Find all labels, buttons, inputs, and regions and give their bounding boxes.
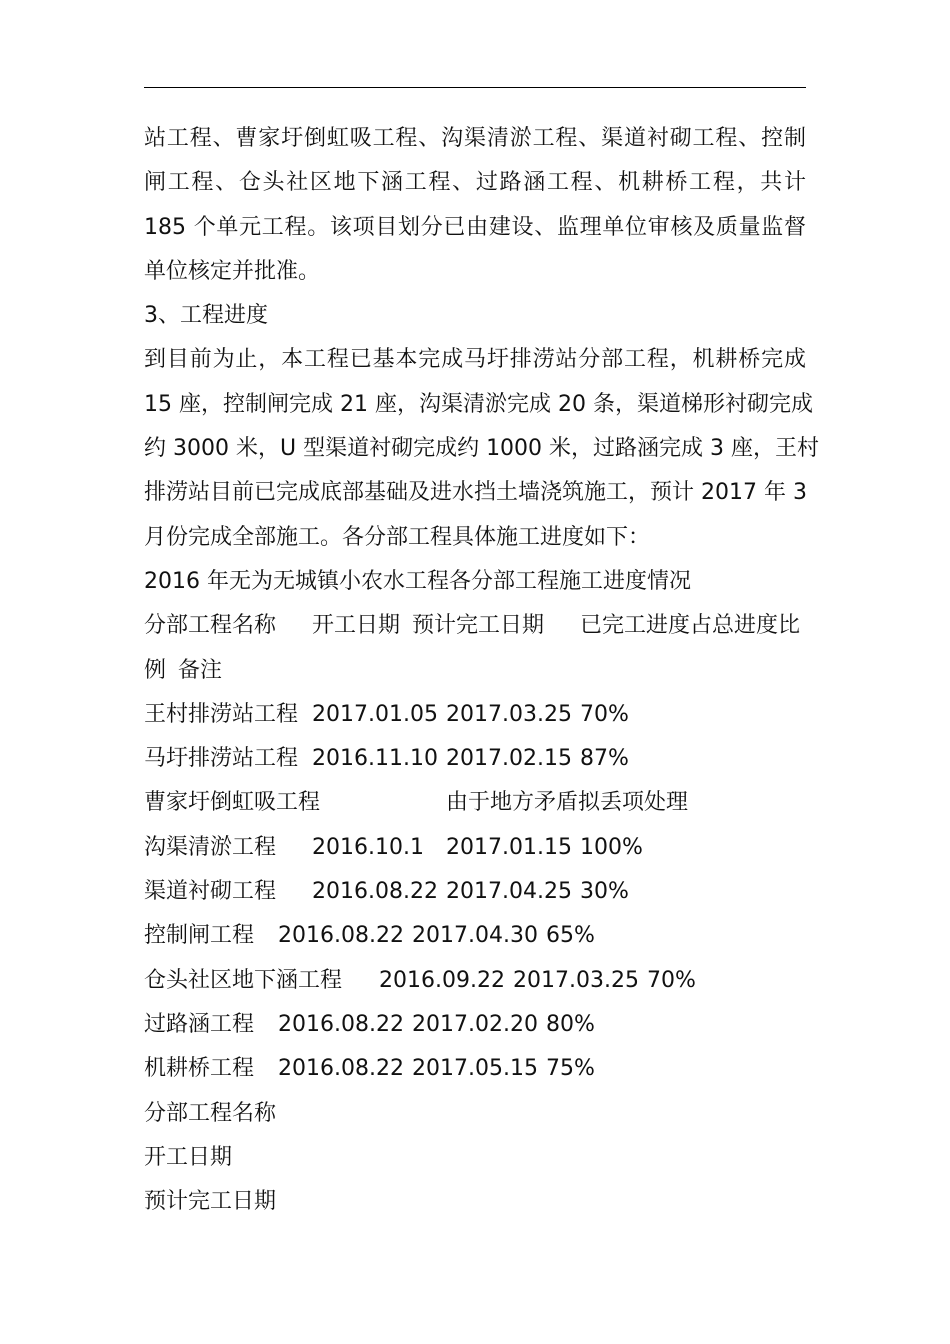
- cell-progress: 75%: [546, 1056, 595, 1082]
- cell-name: 沟渠清淤工程: [144, 834, 277, 860]
- table-row: [144, 737, 814, 781]
- section-heading: 3、工程进度: [144, 303, 268, 329]
- cell-start: 2016.08.22: [278, 923, 404, 949]
- cell-start: 2016.08.22: [278, 1011, 404, 1037]
- cell-progress: 65%: [546, 923, 595, 949]
- paragraph-progress: [144, 338, 820, 559]
- cell-progress: 80%: [546, 1011, 595, 1037]
- text-line: 闸工程、仓头社区地下涵工程、过路涵工程、机耕桥工程，共计: [144, 170, 806, 196]
- table-row: [144, 870, 814, 914]
- table-caption: 2016 年无为无城镇小农水工程各分部工程施工进度情况: [144, 568, 691, 594]
- trailing-line: 开工日期: [144, 1144, 233, 1170]
- cell-progress: 70%: [580, 701, 629, 727]
- cell-end: 2017.02.20: [412, 1011, 538, 1037]
- table-row: [144, 1047, 814, 1091]
- text-line: 15 座，控制闸完成 21 座，沟渠清淤完成 20 条，渠道梯形衬砌完成: [144, 391, 813, 417]
- text-line: 185 个单元工程。该项目划分已由建设、监理单位审核及质量监督: [144, 214, 806, 240]
- header-note: 备注: [178, 657, 223, 683]
- cell-note: 由于地方矛盾拟丢项处理: [446, 790, 689, 816]
- cell-end: 2017.03.25: [513, 967, 639, 993]
- cell-end: 2017.05.15: [412, 1056, 538, 1082]
- header-start: 开工日期: [312, 613, 401, 639]
- cell-end: 2017.04.25: [446, 879, 572, 905]
- cell-name: 渠道衬砌工程: [144, 879, 277, 905]
- cell-start: 2016.09.22: [379, 967, 505, 993]
- cell-start: 2016.10.1: [312, 834, 424, 860]
- trailing-line: 预计完工日期: [144, 1189, 277, 1215]
- cell-end: 2017.03.25: [446, 701, 572, 727]
- cell-name: 马圩排涝站工程: [144, 746, 299, 772]
- cell-start: 2016.08.22: [278, 1056, 404, 1082]
- cell-name: 机耕桥工程: [144, 1056, 255, 1082]
- cell-progress: 70%: [647, 967, 696, 993]
- cell-end: 2017.01.15: [446, 834, 572, 860]
- header-end: 预计完工日期: [412, 613, 545, 639]
- text-line: 排涝站目前已完成底部基础及进水挡土墙浇筑施工，预计 2017 年 3: [144, 480, 807, 506]
- text-line: 约 3000 米，U 型渠道衬砌完成约 1000 米，过路涵完成 3 座，王村: [144, 436, 820, 462]
- cell-progress: 30%: [580, 879, 629, 905]
- header-progress: 已完工进度占总进度比: [580, 613, 801, 639]
- table-row: [144, 693, 814, 737]
- table-row: [144, 826, 814, 870]
- cell-progress: 87%: [580, 746, 629, 772]
- cell-progress: 100%: [580, 834, 643, 860]
- cell-name: 过路涵工程: [144, 1011, 255, 1037]
- header-progress-wrap: 例: [144, 657, 167, 683]
- cell-name: 控制闸工程: [144, 923, 255, 949]
- cell-end: 2017.04.30: [412, 923, 538, 949]
- cell-end: 2017.02.15: [446, 746, 572, 772]
- header-rule: [144, 87, 806, 88]
- table-header: [144, 604, 814, 648]
- cell-start: 2016.11.10: [312, 746, 438, 772]
- text-line: 到目前为止，本工程已基本完成马圩排涝站分部工程，机耕桥完成: [144, 347, 806, 373]
- cell-start: 2016.08.22: [312, 879, 438, 905]
- header-name: 分部工程名称: [144, 613, 277, 639]
- table-row: [144, 781, 814, 825]
- table-row: [144, 914, 814, 958]
- text-line: 单位核定并批准。: [144, 258, 321, 284]
- cell-name: 仓头社区地下涵工程: [144, 967, 343, 993]
- text-line: 月份完成全部施工。各分部工程具体施工进度如下：: [144, 524, 651, 550]
- table-row: [144, 959, 814, 1003]
- cell-name: 王村排涝站工程: [144, 701, 299, 727]
- paragraph-scope: [144, 117, 814, 294]
- table-header-wrap: [144, 649, 814, 693]
- text-line: 站工程、曹家圩倒虹吸工程、沟渠清淤工程、渠道衬砌工程、控制: [144, 126, 806, 151]
- trailing-line: 分部工程名称: [144, 1100, 277, 1126]
- cell-start: 2017.01.05: [312, 701, 438, 727]
- document-body: [144, 117, 820, 1224]
- table-row: [144, 1003, 814, 1047]
- cell-name: 曹家圩倒虹吸工程: [144, 790, 321, 816]
